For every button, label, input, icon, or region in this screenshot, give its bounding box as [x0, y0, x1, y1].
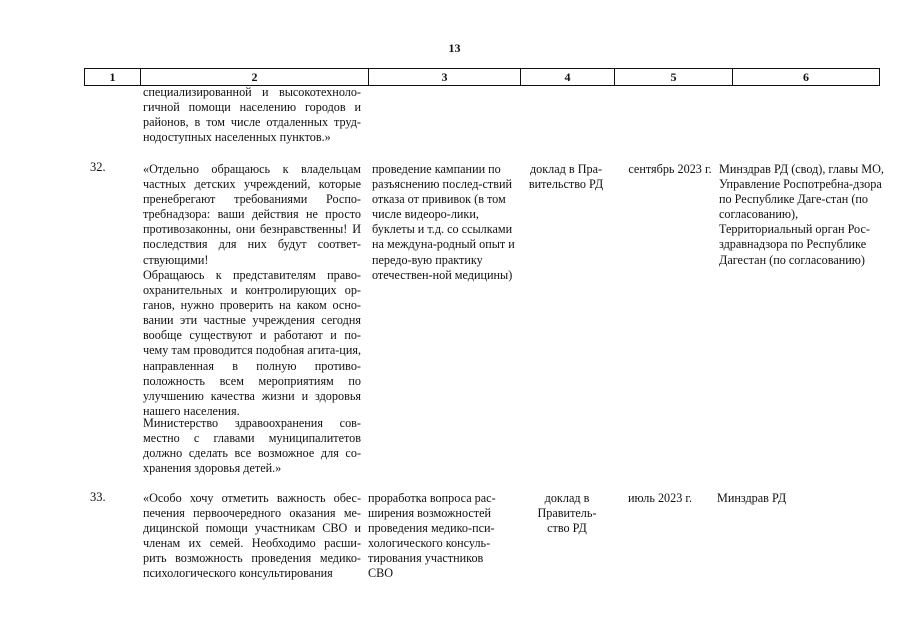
row-32-text-3: Министерство здравоохранения сов-местно с главами муниципалитетов должно сделать все возможное для со-хранения здоровья детей.»: [143, 416, 361, 476]
row-32-form: доклад в Пра-вительство РД: [528, 162, 604, 192]
row-32-responsible: Минздрав РД (свод), главы МО, Управление Роспотребна-дзора по Республике Даге-стан (по согласованию), Территориальный орган Рос-здравнадзора по Республике Дагестан (по согласованию): [719, 162, 884, 267]
row-32-measure: проведение кампании по разъяснению послед-ствий отказа от прививок (в том числе видеоро-лики, буклеты и т.д. со ссылками на междуна-родный опыт и передо-вую практику отечествен-ной медицины): [372, 162, 515, 282]
column-header-2: 2: [140, 69, 368, 85]
row-33-form: доклад в Правитель-ство РД: [537, 491, 597, 536]
column-header-4: 4: [520, 69, 614, 85]
continued-row-text: специализированной и высокотехноло-гичной помощи населению городов и районов, в том числе отдаленных труд-нодоступных населенных пунктов.»: [143, 85, 361, 145]
row-33-text: «Особо хочу отметить важность обес-печения первоочередного оказания ме-дицинской помощи участникам СВО и членам их семей. Необходимо расши-рить возможность проведения медико-психологического консультирования: [143, 491, 361, 581]
row-33-measure: проработка вопроса рас-ширения возможностей проведения медико-пси-хологического консуль-тирования участников СВО: [368, 491, 496, 581]
column-header-3: 3: [368, 69, 520, 85]
row-33-date: июль 2023 г.: [627, 491, 693, 505]
column-header-5: 5: [614, 69, 732, 85]
column-header-6: 6: [732, 69, 880, 85]
row-32-text-1: «Отдельно обращаюсь к владельцам частных детских учреждений, которые пренебрегают требованиями Роспо-требнадзора: ваши действия не просто противозаконны, они безнравственны! И последствия для них будут соответ-ствующими!: [143, 162, 361, 267]
row-33-responsible: Минздрав РД: [717, 491, 787, 505]
row-33-number: 33.: [90, 490, 106, 504]
table-header-row: [84, 68, 880, 86]
column-header-1: 1: [84, 69, 140, 85]
row-32-number: 32.: [90, 160, 106, 174]
page-number: 13: [448, 41, 461, 55]
row-32-date: сентябрь 2023 г.: [628, 162, 712, 176]
row-32-text-2: Обращаюсь к представителям право-охранительных и контролирующих ор-ганов, нужно проверить на каком осно-вании эти частные учреждения сегодня вообще существуют и работают и по-чему там проводится подобная агита-ция, направленная в полную противо-положность всем мероприятиям по улучшению качества жизни и здоровья нашего населения.: [143, 268, 361, 418]
